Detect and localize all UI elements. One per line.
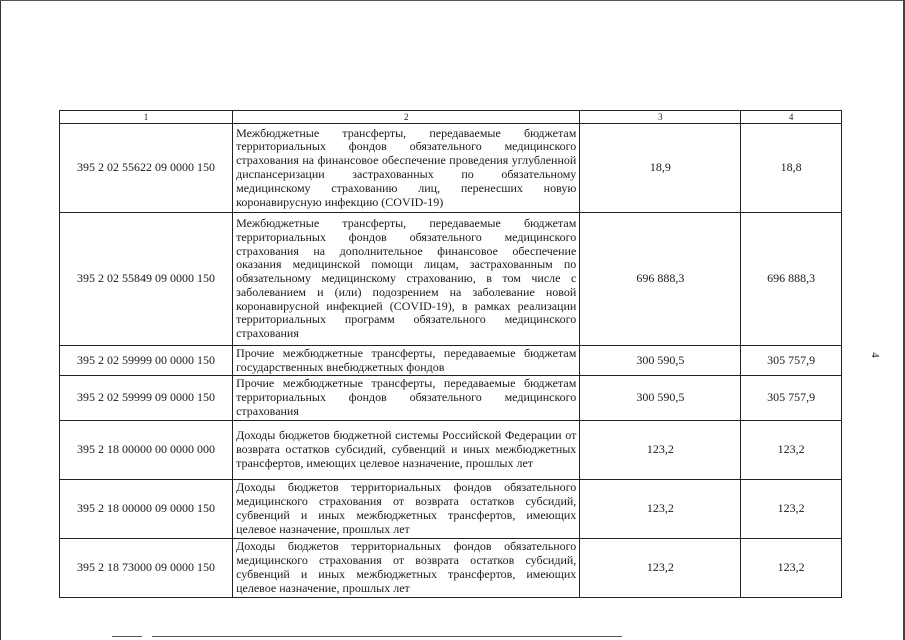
- description-cell: Доходы бюджетов территориальных фондов обязательного медицинского страхования от возврата остатков субсидий, субвенций и иных межбюджетных трансфертов, имеющих целевое назначение, прошлых лет: [233, 539, 580, 598]
- amount-col4-cell: 696 888,3: [741, 213, 842, 346]
- table-row: [60, 421, 842, 480]
- description-cell: Прочие межбюджетные трансферты, передаваемые бюджетам государственных внебюджетных фондов: [233, 346, 580, 376]
- table-row: [60, 346, 842, 376]
- budget-code-cell: 395 2 18 00000 00 0000 000: [60, 421, 233, 480]
- table-header-row: [60, 111, 842, 124]
- budget-code-cell: 395 2 18 00000 09 0000 150: [60, 480, 233, 539]
- amount-col4-cell: 305 757,9: [741, 376, 842, 421]
- budget-code-cell: 395 2 02 55849 09 0000 150: [60, 213, 233, 346]
- amount-col4-cell: 123,2: [741, 480, 842, 539]
- amount-col3-cell: 300 590,5: [580, 376, 741, 421]
- description-cell: Межбюджетные трансферты, передаваемые бюджетам территориальных фондов обязательного медицинского страхования на финансовое обеспечение проведения углубленной диспансеризации застрахованных по обязательному медицинскому страхованию лиц, перенесших новую коронавирусную инфекцию (COVID-19): [233, 124, 580, 213]
- column-header-3: 3: [580, 111, 741, 124]
- amount-col3-cell: 696 888,3: [580, 213, 741, 346]
- amount-col4-cell: 18,8: [741, 124, 842, 213]
- budget-table: [59, 110, 842, 598]
- budget-code-cell: 395 2 02 55622 09 0000 150: [60, 124, 233, 213]
- column-header-4: 4: [741, 111, 842, 124]
- page-edge-left: [0, 0, 1, 640]
- amount-col3-cell: 123,2: [580, 539, 741, 598]
- page-edge-top: [0, 0, 905, 1]
- budget-code-cell: 395 2 02 59999 09 0000 150: [60, 376, 233, 421]
- budget-code-cell: 395 2 18 73000 09 0000 150: [60, 539, 233, 598]
- amount-col3-cell: 18,9: [580, 124, 741, 213]
- description-cell: Доходы бюджетов бюджетной системы Российской Федерации от возврата остатков субсидий, субвенций и иных межбюджетных трансфертов, имеющих целевое назначение, прошлых лет: [233, 421, 580, 480]
- column-header-2: 2: [233, 111, 580, 124]
- description-cell: Прочие межбюджетные трансферты, передаваемые бюджетам территориальных фондов обязательного медицинского страхования: [233, 376, 580, 421]
- table-row: [60, 124, 842, 213]
- footer-rule-short: [112, 636, 142, 637]
- column-header-1: 1: [60, 111, 233, 124]
- amount-col3-cell: 300 590,5: [580, 346, 741, 376]
- budget-code-cell: 395 2 02 59999 00 0000 150: [60, 346, 233, 376]
- table-row: [60, 539, 842, 598]
- amount-col4-cell: 305 757,9: [741, 346, 842, 376]
- amount-col4-cell: 123,2: [741, 421, 842, 480]
- table-row: [60, 376, 842, 421]
- amount-col4-cell: 123,2: [741, 539, 842, 598]
- footer-rule: [152, 636, 622, 637]
- amount-col3-cell: 123,2: [580, 480, 741, 539]
- amount-col3-cell: 123,2: [580, 421, 741, 480]
- page-number: 4: [869, 352, 881, 358]
- table-row: [60, 213, 842, 346]
- table-row: [60, 480, 842, 539]
- description-cell: Межбюджетные трансферты, передаваемые бюджетам территориальных фондов обязательного медицинского страхования на дополнительное финансовое обеспечение оказания медицинской помощи лицам, застрахованным по обязательному медицинскому страхованию, в том числе с заболеванием и (или) подозрением на заболевание новой коронавирусной инфекцией (COVID-19), в рамках реализации территориальных программ обязательного медицинского страхования: [233, 213, 580, 346]
- description-cell: Доходы бюджетов территориальных фондов обязательного медицинского страхования от возврата остатков субсидий, субвенций и иных межбюджетных трансфертов, имеющих целевое назначение, прошлых лет: [233, 480, 580, 539]
